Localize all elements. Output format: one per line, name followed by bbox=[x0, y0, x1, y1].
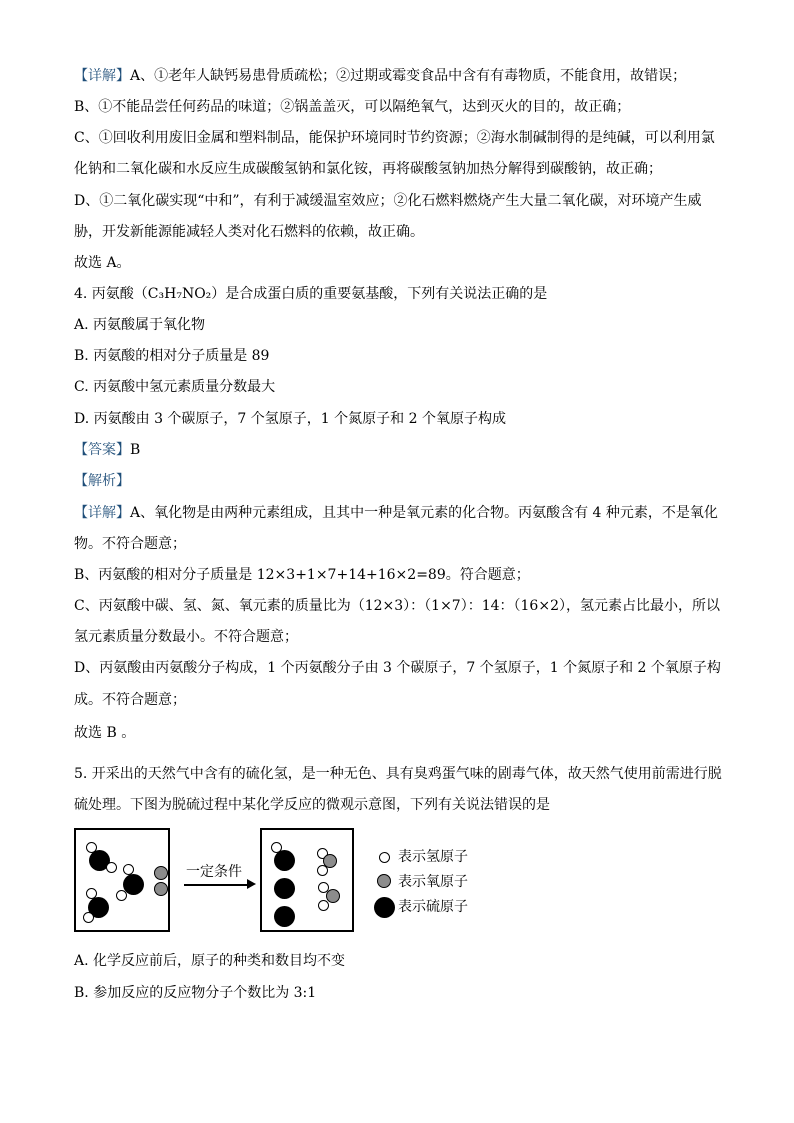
oxygen-atom bbox=[326, 889, 340, 903]
text-line bbox=[74, 97, 630, 117]
text-line bbox=[74, 159, 662, 179]
sulfur-atom bbox=[274, 850, 295, 871]
products-box bbox=[260, 828, 354, 932]
section-tag: 【解析】 bbox=[74, 473, 130, 489]
line-text: 4. 丙氨酸（C₃H₇NO₂）是合成蛋白质的重要氨基酸，下列有关说法正确的是 bbox=[74, 286, 548, 302]
option-a bbox=[74, 315, 205, 335]
line-text: D. 丙氨酸由 3 个碳原子，7 个氢原子，1 个氮原子和 2 个氧原子构成 bbox=[74, 411, 506, 427]
line-text: A. 丙氨酸属于氧化物 bbox=[74, 317, 206, 333]
line-text: C、①回收利用废旧金属和塑料制品，能保护环境同时节约资源；②海水制碱制得的是纯碱，可以利用氯 bbox=[74, 130, 715, 146]
hydrogen-atom bbox=[318, 900, 329, 911]
line-text: B. 丙氨酸的相对分子质量是 89 bbox=[74, 348, 270, 364]
text-line bbox=[74, 503, 718, 523]
line-text: D、丙氨酸由丙氨酸分子构成，1 个丙氨酸分子由 3 个碳原子，7 个氢原子，1 个氮原子和 2 个氧原子构 bbox=[74, 660, 721, 676]
text-line bbox=[74, 658, 721, 678]
text-line bbox=[74, 191, 702, 211]
text-line bbox=[74, 690, 186, 710]
reaction-condition: 一定条件 bbox=[186, 864, 242, 880]
sulfur-atom bbox=[274, 878, 295, 899]
line-text: B bbox=[130, 442, 141, 458]
line-text: D、①二氧化碳实现“中和”，有利于减缓温室效应；②化石燃料燃烧产生大量二氧化碳，对环境产生威 bbox=[74, 193, 702, 209]
section-tag: 【答案】 bbox=[74, 442, 130, 458]
line-text: B、①不能品尝任何药品的味道；②锅盖盖灭，可以隔绝氧气，达到灭火的目的，故正确； bbox=[74, 99, 631, 115]
arrow-head-icon bbox=[247, 879, 256, 889]
legend-sulfur-label: 表示硫原子 bbox=[398, 899, 468, 915]
hydrogen-atom bbox=[106, 862, 117, 873]
text-line bbox=[74, 723, 135, 743]
sulfur-atom bbox=[274, 906, 295, 927]
line-text: 成。不符合题意； bbox=[74, 692, 186, 708]
reaction-arrow bbox=[184, 884, 249, 886]
oxygen-atom bbox=[154, 866, 168, 880]
option-b bbox=[74, 346, 269, 366]
line-text: A、氧化物是由两种元素组成，且其中一种是氧元素的化合物。丙氨酸含有 4 种元素，不是氧化 bbox=[130, 505, 718, 521]
question-stem-cont bbox=[74, 795, 550, 815]
text-line bbox=[74, 534, 186, 554]
line-text: B. 参加反应的反应物分子个数比为 3:1 bbox=[74, 985, 317, 1001]
text-line bbox=[74, 253, 131, 273]
line-text: C、丙氨酸中碳、氢、氮、氧元素的质量比为（12×3）：（1×7）：14：（16×2），氢元素占比最小，所以 bbox=[74, 598, 720, 614]
text-line bbox=[74, 627, 298, 647]
text-line bbox=[74, 66, 686, 86]
text-line bbox=[74, 128, 715, 148]
line-text: 化钠和二氧化碳和水反应生成碳酸氢钠和氯化铵，再将碳酸氢钠加热分解得到碳酸钠，故正确； bbox=[74, 161, 662, 177]
option-c bbox=[74, 377, 275, 397]
hydrogen-atom bbox=[83, 912, 94, 923]
answer-line bbox=[74, 440, 140, 460]
line-text: 胁，开发新能源能减轻人类对化石燃料的依赖，故正确。 bbox=[74, 224, 424, 240]
option-b bbox=[74, 983, 316, 1003]
option-a bbox=[74, 951, 345, 971]
hydrogen-atom bbox=[317, 865, 328, 876]
line-text: A、①老年人缺钙易患骨质疏松；②过期或霉变食品中含有有毒物质，不能食用，故错误； bbox=[130, 68, 687, 84]
reaction-diagram bbox=[74, 826, 474, 936]
section-tag: 【详解】 bbox=[74, 505, 130, 521]
reactants-box bbox=[74, 828, 170, 932]
line-text: 氢元素质量分数最小。不符合题意； bbox=[74, 629, 298, 645]
line-text: 故选 A。 bbox=[74, 255, 131, 271]
text-line bbox=[74, 596, 720, 616]
legend-hydrogen-icon bbox=[379, 852, 390, 863]
line-text: 硫处理。下图为脱硫过程中某化学反应的微观示意图，下列有关说法错误的是 bbox=[74, 797, 550, 813]
text-line bbox=[74, 565, 530, 585]
legend-sulfur-icon bbox=[374, 897, 395, 918]
line-text: 物。不符合题意； bbox=[74, 536, 186, 552]
line-text: 故选 B 。 bbox=[74, 725, 136, 741]
legend-oxygen-icon bbox=[377, 874, 391, 888]
analysis-heading bbox=[74, 471, 130, 491]
line-text: A. 化学反应前后，原子的种类和数目均不变 bbox=[74, 953, 346, 969]
legend-oxygen-label: 表示氧原子 bbox=[398, 874, 468, 890]
question-stem bbox=[74, 284, 547, 304]
oxygen-atom bbox=[154, 882, 168, 896]
line-text: B、丙氨酸的相对分子质量是 12×3+1×7+14+16×2=89。符合题意； bbox=[74, 567, 530, 583]
section-tag: 【详解】 bbox=[74, 68, 130, 84]
hydrogen-atom bbox=[116, 890, 127, 901]
question-stem bbox=[74, 764, 722, 784]
line-text: C. 丙氨酸中氢元素质量分数最大 bbox=[74, 379, 276, 395]
option-d bbox=[74, 409, 506, 429]
legend-hydrogen-label: 表示氢原子 bbox=[398, 849, 468, 865]
line-text: 5. 开采出的天然气中含有的硫化氢，是一种无色、具有臭鸡蛋气味的剧毒气体，故天然气使用前需进行脱 bbox=[74, 766, 722, 782]
text-line bbox=[74, 222, 424, 242]
